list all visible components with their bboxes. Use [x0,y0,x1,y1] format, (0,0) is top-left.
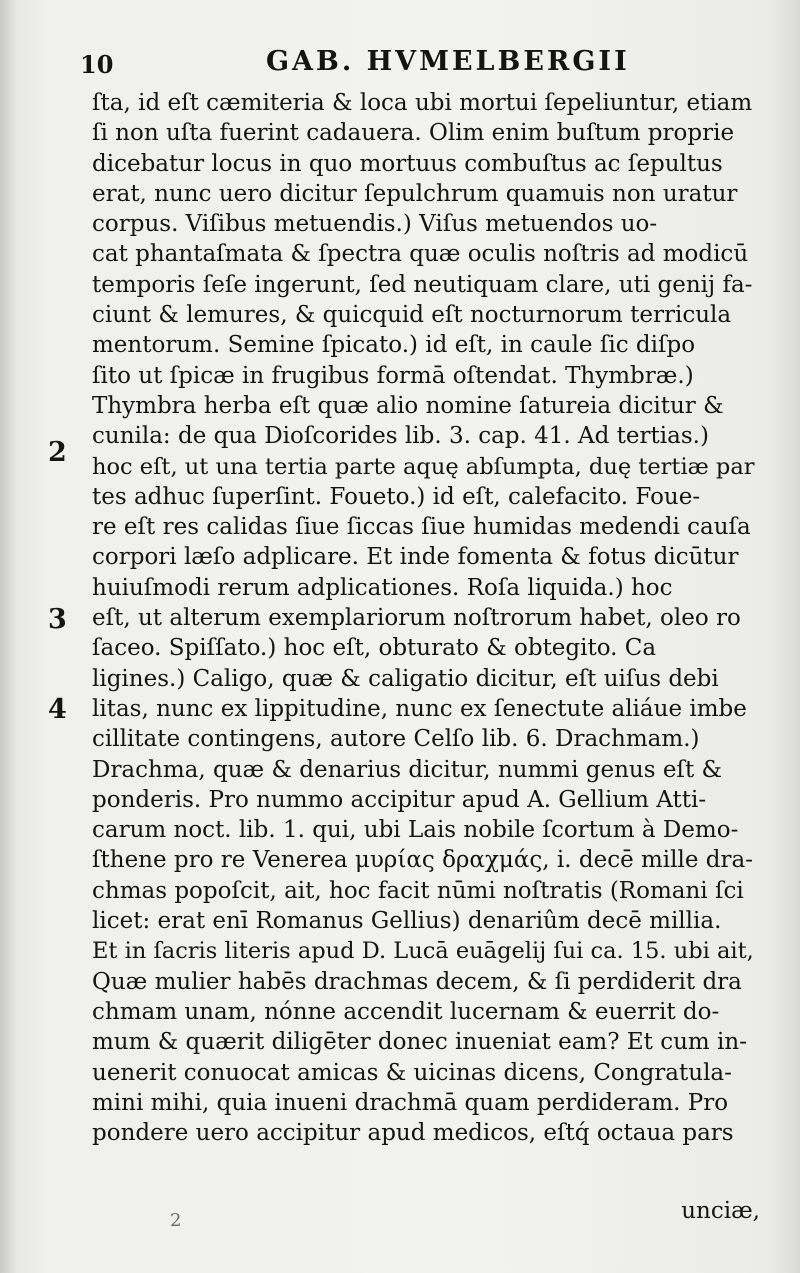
text-line: carum noct. lib. 1. qui, ubi Lais nobile ſcortum à Demo- [92,817,739,844]
text-line: litas, nunc ex lippitudine, nunc ex ſenectute aliáue imbe [92,695,747,722]
text-line: dicebatur locus in quo mortuus combuſtus ac ſepultus [92,150,723,177]
text-line: ponderis. Pro nummo accipitur apud A. Gellium Atti- [92,786,707,813]
text-line: huiuſmodi rerum adplicationes. Roſa liquida.) hoc [92,574,673,601]
text-line: licet: erat enī Romanus Gellius) denariûm decē millia. [92,908,722,935]
text-line: tes adhuc ſuperſint. Foueto.) id eſt, calefacito. Foue- [92,483,701,510]
text-line: eſt, ut alterum exemplariorum noſtrorum habet, oleo ro [92,605,741,632]
text-line: hoc eſt, ut una tertia parte aquę abſumpta, duę tertiæ par [92,453,755,480]
text-line: corpori læſo adplicare. Et inde fomenta & fotus dicūtur [92,544,739,571]
margin-note: 4 [48,694,67,725]
margin-note: 2 [48,437,67,468]
text-line: ſta, id eſt cæmiteria & loca ubi mortui ſepeliuntur, etiam [92,90,753,116]
text-line: uenerit conuocat amicas & uicinas dicens, Congratula- [92,1059,732,1086]
text-line: ciunt & lemures, & quicquid eſt nocturnorum terricula [92,302,732,329]
text-line: mentorum. Semine ſpicato.) id eſt, in caule ſic diſpo [92,332,696,359]
folio-mark: 2 [170,1210,182,1231]
body-text [92,88,768,1148]
page-header [76,42,776,86]
text-line: mini mihi, quia inueni drachmā quam perdideram. Pro [92,1089,729,1116]
text-line: chmas popoſcit, ait, hoc facit nūmi noſtratis (Romani ſci [92,877,744,904]
text-line: ſaceo. Spiſſato.) hoc eſt, obturato & obtegito. Ca [92,635,657,662]
text-line: mum & quærit diligēter donec inueniat eam? Et cum in- [92,1029,747,1056]
gutter-shadow [0,0,16,1273]
text-line: chmam unam, nónne accendit lucernam & euerrit do- [92,998,720,1025]
text-line: temporis ſeſe ingerunt, ſed neutiquam clare, uti genij fa- [92,271,753,298]
catchword: unciæ, [681,1198,760,1224]
text-line: cillitate contingens, autore Celſo lib. 6. Drachmam.) [92,726,700,753]
text-line: Thymbra herba eſt quæ alio nomine ſatureia dicitur & [92,392,724,419]
text-line: cunila: de qua Dioſcorides lib. 3. cap. 41. Ad tertias.) [92,423,709,450]
text-line: ligines.) Caligo, quæ & caligatio dicitur, eſt uiſus debi [92,665,719,692]
text-line: ſi non uſta fuerint cadauera. Olim enim buſtum proprie [92,120,735,147]
text-line: Drachma, quæ & denarius dicitur, nummi genus eſt & [92,756,722,783]
text-line: Quæ mulier habēs drachmas decem, & ſi perdiderit dra [92,968,742,995]
running-head: GAB. HVMELBERGII [266,46,630,77]
text-line: corpus. Viſibus metuendis.) Viſus metuendos uo- [92,211,658,238]
text-line: cat phantaſmata & ſpectra quæ oculis noſtris ad modicū [92,241,749,268]
text-line: ſthene pro re Venerea μυρίας δραχμάς, i. decē mille dra- [92,847,754,874]
page-number: 10 [80,50,114,79]
text-line: re eſt res calidas ſiue ſiccas ſiue humidas medendi cauſa [92,514,751,541]
text-line: Et in ſacris literis apud D. Lucā euāgelij ſui ca. 15. ubi ait, [92,938,754,965]
text-line: erat, nunc uero dicitur ſepulchrum quamuis non uratur [92,180,738,207]
text-line: pondere uero accipitur apud medicos, eſtq́ octaua pars [92,1120,734,1147]
margin-note: 3 [48,604,67,635]
text-line: ſito ut ſpicæ in frugibus formā oſtendat. Thymbræ.) [92,362,694,389]
